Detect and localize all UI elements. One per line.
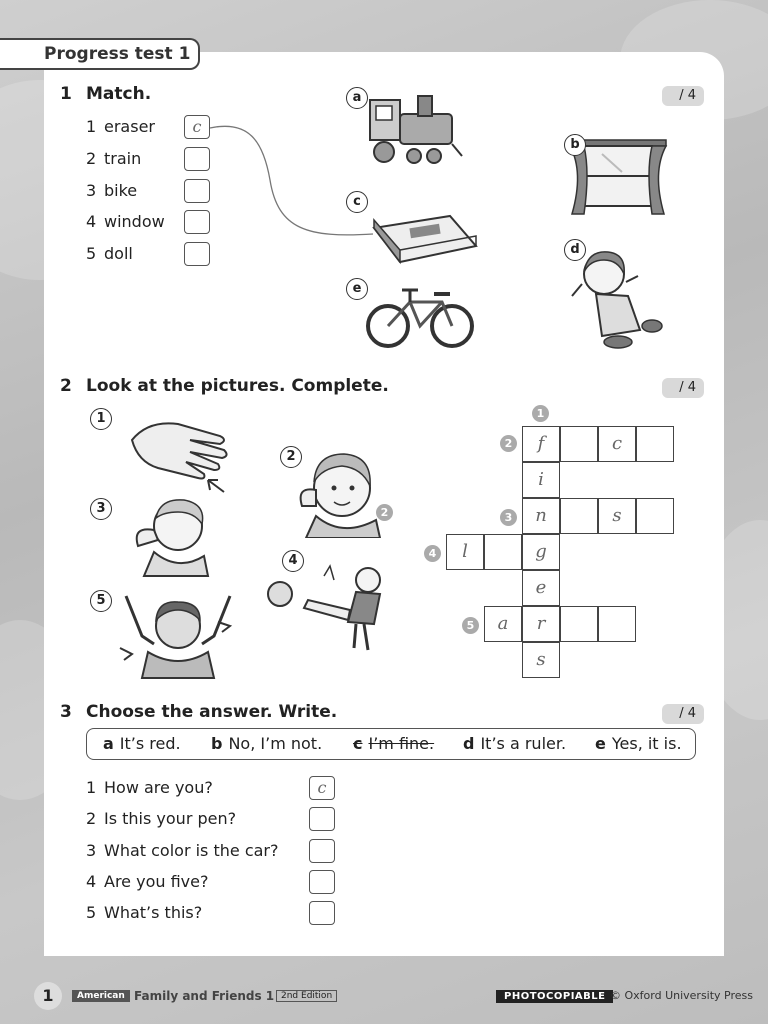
section-2-heading	[60, 376, 389, 396]
bike-icon	[362, 280, 478, 350]
section-1-score: / 4	[662, 86, 704, 106]
picture-number-5: 5	[90, 590, 112, 612]
question-2	[86, 809, 236, 828]
picture-number-4: 4	[282, 550, 304, 572]
question-number: 4	[86, 872, 97, 891]
section-3-title: Choose the answer. Write.	[86, 702, 338, 722]
question-answer-box-4[interactable]	[309, 870, 335, 894]
crossword-cell[interactable]: s	[522, 642, 560, 678]
question-answer-box-3[interactable]	[309, 839, 335, 863]
item-number: 5	[86, 244, 97, 263]
section-3-heading	[60, 702, 337, 722]
item-number: 1	[86, 117, 97, 136]
train-icon	[362, 90, 466, 170]
crossword-cell[interactable]	[484, 534, 522, 570]
crossword-cell[interactable]: e	[522, 570, 560, 606]
question-answer-box-2[interactable]	[309, 807, 335, 831]
section-1-title: Match.	[86, 84, 152, 104]
edition-label: 2nd Edition	[276, 990, 337, 1002]
option-letter: c	[353, 734, 363, 753]
crossword-cell[interactable]	[560, 606, 598, 642]
crossword-cell[interactable]: n	[522, 498, 560, 534]
crossword-cell[interactable]: l	[446, 534, 484, 570]
section-1-number: 1	[60, 84, 72, 104]
page-footer	[0, 982, 768, 1012]
book-title: Family and Friends 1	[134, 989, 275, 1003]
option-text: No, I’m not.	[228, 734, 323, 753]
publisher-credit: © Oxford University Press	[610, 989, 754, 1002]
crossword-cell[interactable]	[636, 498, 674, 534]
question-answer-box-5[interactable]	[309, 901, 335, 925]
crossword-cell[interactable]: a	[484, 606, 522, 642]
item-word: bike	[104, 181, 138, 200]
nose-icon	[124, 496, 214, 578]
page-number: 1	[34, 982, 62, 1010]
match-item-4	[86, 212, 165, 231]
picture-number-3: 3	[90, 498, 112, 520]
question-number: 5	[86, 903, 97, 922]
item-word: train	[104, 149, 142, 168]
crossword-cell[interactable]: g	[522, 534, 560, 570]
section-3-number: 3	[60, 702, 72, 722]
match-item-2	[86, 149, 141, 168]
option-text: Yes, it is.	[611, 734, 682, 753]
question-answer-box-1[interactable]: c	[309, 776, 335, 800]
question-text: Is this your pen?	[104, 809, 237, 828]
crossword-clue-3: 3	[500, 509, 517, 526]
match-item-5	[86, 244, 133, 263]
question-1	[86, 778, 213, 797]
question-number: 2	[86, 809, 97, 828]
picture-label-e: e	[346, 278, 368, 300]
picture-number-1: 1	[90, 408, 112, 430]
crossword-clue-1: 1	[532, 405, 549, 422]
option-text: I’m fine.	[368, 734, 435, 753]
answer-option-b	[211, 729, 322, 759]
question-5	[86, 903, 202, 922]
match-answer-box-5[interactable]	[184, 242, 210, 266]
crossword-clue-4: 4	[424, 545, 441, 562]
foot-icon	[264, 560, 396, 652]
question-text: What’s this?	[104, 903, 203, 922]
answer-option-a	[103, 729, 181, 759]
fingers-icon	[128, 410, 238, 494]
example-match-line	[208, 120, 378, 245]
question-number: 3	[86, 841, 97, 860]
question-text: Are you five?	[104, 872, 209, 891]
answer-options-bar	[86, 728, 696, 760]
answer-option-d	[463, 729, 566, 759]
crossword-clue-5: 5	[462, 617, 479, 634]
answer-option-c	[353, 729, 434, 759]
section-2-title: Look at the pictures. Complete.	[86, 376, 389, 396]
item-word: eraser	[104, 117, 155, 136]
answer-option-e	[595, 729, 682, 759]
crossword-cell[interactable]	[560, 426, 598, 462]
crossword-cell[interactable]: s	[598, 498, 636, 534]
picture-label-d: d	[564, 239, 586, 261]
question-3	[86, 841, 279, 860]
crossword-cell[interactable]	[598, 606, 636, 642]
crossword-cell[interactable]	[560, 498, 598, 534]
option-letter: b	[211, 734, 223, 753]
crossword-clue-2: 2	[500, 435, 517, 452]
picture-label-b: b	[564, 134, 586, 156]
option-letter: e	[595, 734, 606, 753]
item-word: window	[104, 212, 165, 231]
picture-2-hint: 2	[376, 504, 393, 521]
match-answer-box-3[interactable]	[184, 179, 210, 203]
match-answer-box-2[interactable]	[184, 147, 210, 171]
option-letter: d	[463, 734, 475, 753]
eraser-icon	[370, 210, 480, 270]
match-answer-box-4[interactable]	[184, 210, 210, 234]
match-answer-box-1[interactable]: c	[184, 115, 210, 139]
item-word: doll	[104, 244, 133, 263]
picture-label-a: a	[346, 87, 368, 109]
option-text: It’s a ruler.	[480, 734, 567, 753]
option-letter: a	[103, 734, 114, 753]
item-number: 2	[86, 149, 97, 168]
picture-number-2: 2	[280, 446, 302, 468]
item-number: 4	[86, 212, 97, 231]
option-text: It’s red.	[119, 734, 181, 753]
crossword-cell[interactable]	[636, 426, 674, 462]
section-2-score: / 4	[662, 378, 704, 398]
edition-tag: American	[72, 990, 130, 1002]
question-number: 1	[86, 778, 97, 797]
picture-label-c: c	[346, 191, 368, 213]
crossword-cell[interactable]: f	[522, 426, 560, 462]
question-text: How are you?	[104, 778, 213, 797]
section-3-score: / 4	[662, 704, 704, 724]
match-item-1	[86, 117, 155, 136]
item-number: 3	[86, 181, 97, 200]
crossword-cell[interactable]: r	[522, 606, 560, 642]
doll-icon	[568, 246, 668, 352]
section-1-heading	[60, 84, 151, 104]
question-text: What color is the car?	[104, 841, 279, 860]
crossword-cell[interactable]: c	[598, 426, 636, 462]
test-title-tab: Progress test 1	[0, 38, 200, 70]
arms-icon	[118, 586, 238, 680]
photocopiable-label: PHOTOCOPIABLE	[496, 990, 613, 1003]
match-item-3	[86, 181, 137, 200]
crossword-cell[interactable]: i	[522, 462, 560, 498]
question-4	[86, 872, 208, 891]
section-2-number: 2	[60, 376, 72, 396]
